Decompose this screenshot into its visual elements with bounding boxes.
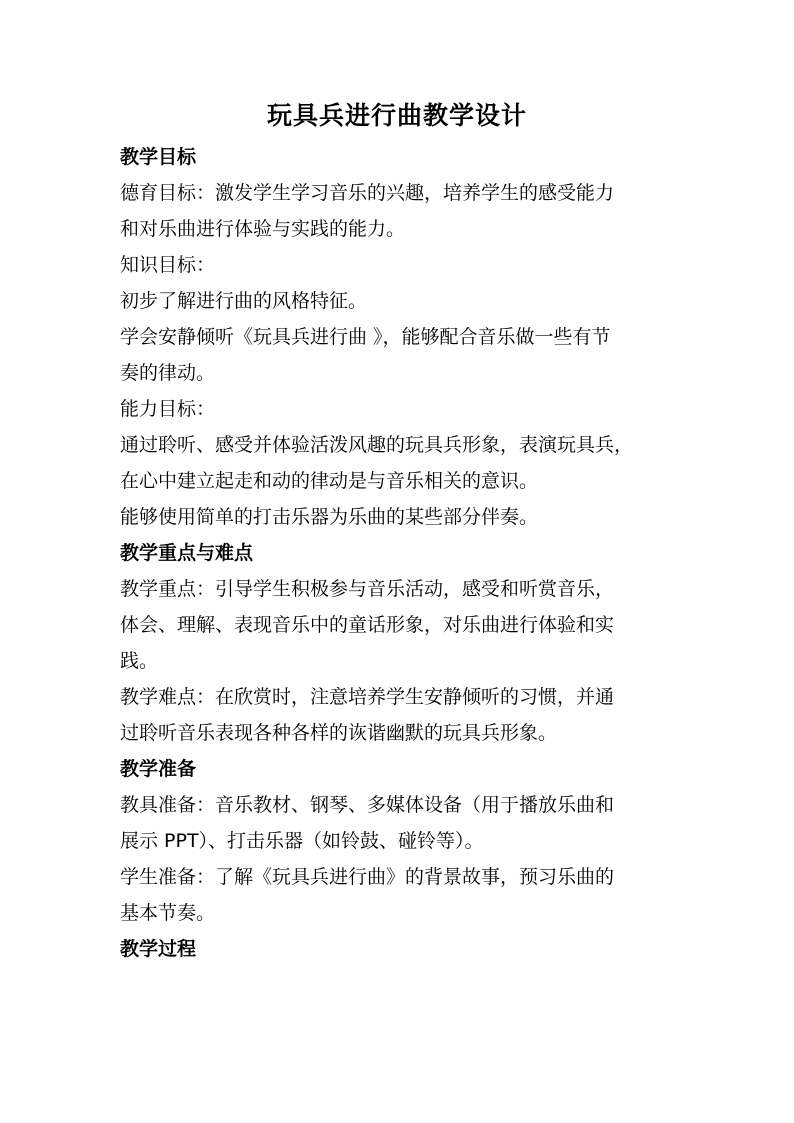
document-body bbox=[120, 139, 680, 967]
document-title: 玩具兵进行曲教学设计 bbox=[266, 101, 527, 130]
body-line: 践。 bbox=[120, 650, 159, 672]
body-line: 初步了解进行曲的风格特征。 bbox=[120, 290, 368, 312]
body-line: 基本节奏。 bbox=[120, 902, 216, 924]
section-heading: 教学准备 bbox=[120, 758, 197, 780]
body-line: 能够使用简单的打击乐器为乐曲的某些部分伴奏。 bbox=[120, 506, 539, 528]
body-line: 教学难点：在欣赏时，注意培养学生安静倾听的习惯，并通 bbox=[120, 686, 615, 708]
body-line: 教具准备：音乐教材、钢琴、多媒体设备（用于播放乐曲和 bbox=[120, 794, 615, 816]
body-line: 学会安静倾听《玩具兵进行曲 》，能够配合音乐做一些有节 bbox=[120, 326, 611, 348]
body-line: 展示 PPT）、打击乐器（如铃鼓、碰铃等）。 bbox=[120, 830, 484, 852]
body-line: 奏的律动。 bbox=[120, 362, 216, 384]
body-line: 德育目标：激发学生学习音乐的兴趣，培养学生的感受能力 bbox=[120, 182, 615, 204]
body-line: 学生准备：了解《玩具兵进行曲》的背景故事，预习乐曲的 bbox=[120, 866, 615, 888]
body-line: 和对乐曲进行体验与实践的能力。 bbox=[120, 218, 406, 240]
section-heading: 教学过程 bbox=[120, 938, 197, 960]
body-line: 过聆听音乐表现各种各样的诙谐幽默的玩具兵形象。 bbox=[120, 722, 558, 744]
section-heading: 教学重点与难点 bbox=[120, 542, 254, 564]
body-line: 体会、理解、表现音乐中的童话形象，对乐曲进行体验和实 bbox=[120, 614, 615, 636]
body-line: 能力目标： bbox=[120, 398, 216, 420]
body-line: 通过聆听、感受并体验活泼风趣的玩具兵形象，表演玩具兵， bbox=[120, 434, 634, 456]
body-line: 在心中建立起走和动的律动是与音乐相关的意识。 bbox=[120, 470, 539, 492]
section-heading: 教学目标 bbox=[120, 146, 197, 168]
body-line: 知识目标： bbox=[120, 254, 216, 276]
body-line: 教学重点：引导学生积极参与音乐活动，感受和听赏音乐， bbox=[120, 578, 615, 600]
